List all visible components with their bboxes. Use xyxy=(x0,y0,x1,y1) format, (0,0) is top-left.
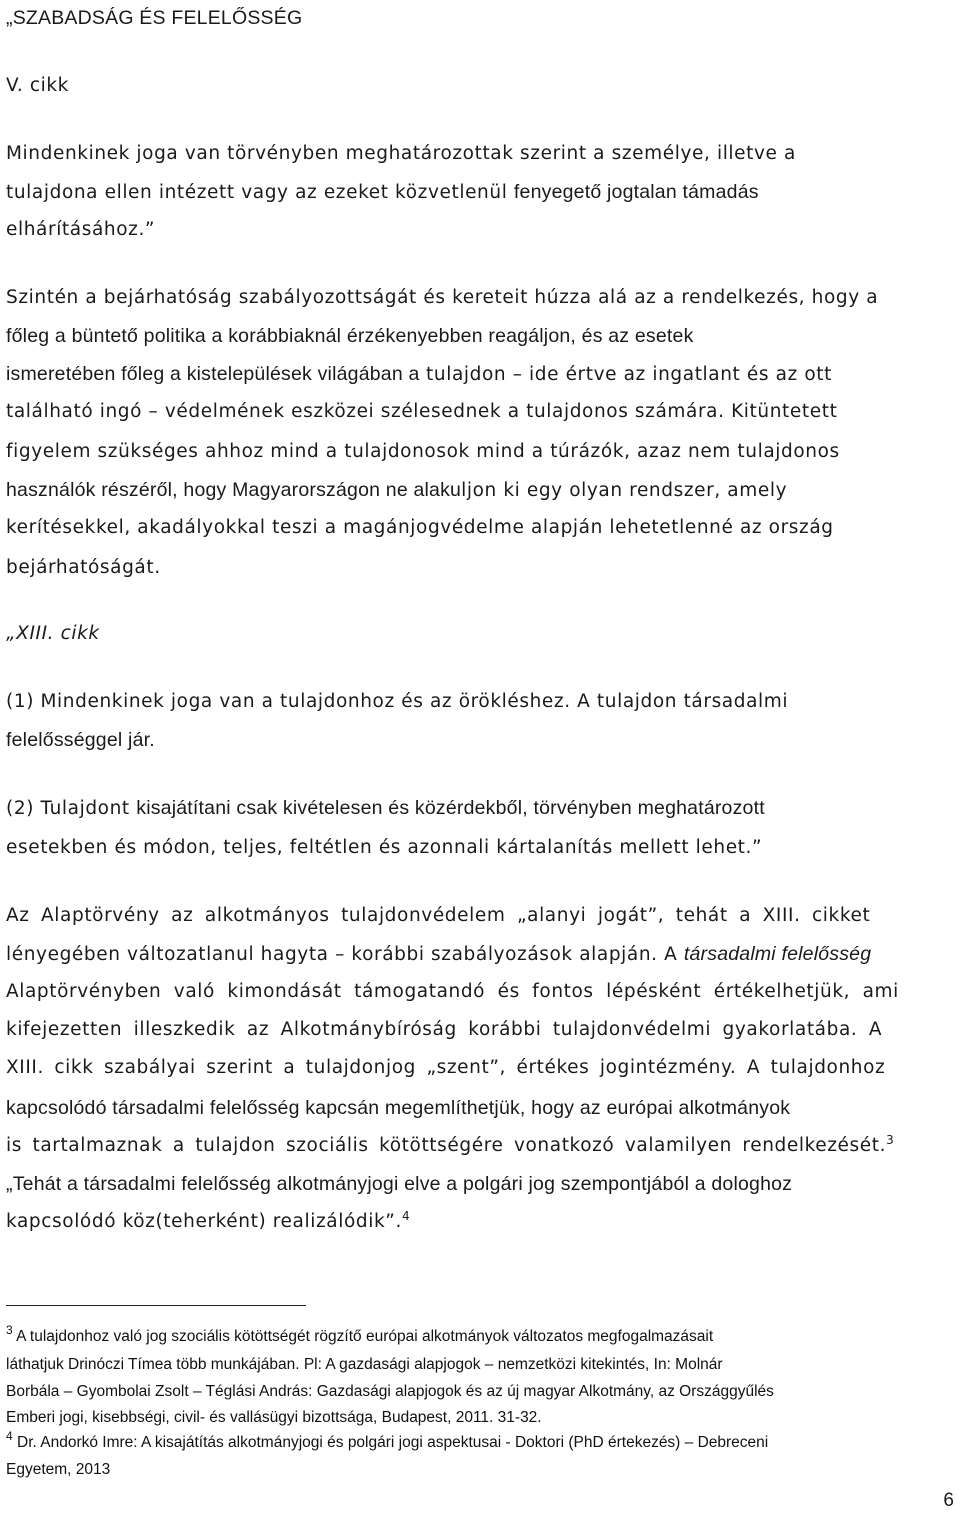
footnote-3-line: láthatjuk Drinóczi Tímea több munkájában. Pl: A gazdasági alapjogok – nemzetközi kitekintés, In: Molnár xyxy=(6,1356,723,1373)
paragraph-line: Az Alaptörvény az alkotmányos tulajdonvédelem „alanyi jogát”, tehát a XIII. cikket xyxy=(6,905,871,926)
footnote-4: $^4$ Dr. Andorkó Imre: A kisajátítás alkotmányjogi és polgári jogi aspektusai - Doktori (PhD értekezés) – Debreceni xyxy=(6,1429,769,1451)
article-xiii-p1-line: (1) Mindenkinek joga van a tulajdonhoz és az örökléshez. A tulajdon társadalmi xyxy=(6,691,789,712)
footnote-4-line: Egyetem, 2013 xyxy=(6,1461,111,1478)
paragraph-line: kapcsolódó társadalmi felelősség kapcsán megemlíthetjük, hogy az európai alkotmányok xyxy=(6,1097,791,1119)
footnote-3-line: Emberi jogi, kisebbségi, civil- és vallásügyi bizottsága, Budapest, 2011. 31-32. xyxy=(6,1409,542,1426)
article-xiii-p1-line: felelősséggel jár. xyxy=(6,729,155,751)
paragraph-line: ismeretében főleg a kistelepülések világában a tulajdon – ide értve az ingatlant és az ott xyxy=(6,363,832,385)
paragraph-line: kifejezetten illeszkedik az Alkotmánybíróság korábbi tulajdonvédelmi gyakorlatába. A xyxy=(6,1019,883,1040)
paragraph-line: „Tehát a társadalmi felelősség alkotmányjogi elve a polgári jog szempontjából a dologhoz xyxy=(6,1173,793,1195)
paragraph-line: található ingó – védelmének eszközei szélesednek a tulajdonos számára. Kitüntetett xyxy=(6,401,838,422)
footnote-ref[interactable]: 4 xyxy=(401,1209,411,1223)
paragraph-line: is tartalmaznak a tulajdon szociális kötöttségére vonatkozó valamilyen rendelkezését.$^3$ xyxy=(6,1133,895,1156)
paragraph-line: Szintén a bejárhatóság szabályozottságát és kereteit húzza alá az a rendelkezés, hogy a xyxy=(6,287,879,308)
footnote-number: 4 xyxy=(6,1429,13,1443)
article-xiii-heading: „XIII. cikk xyxy=(6,623,100,644)
footnote-3: $^3$ A tulajdonhoz való jog szociális kötöttségét rögzítő európai alkotmányok változatos megfogalmazásait xyxy=(6,1323,714,1345)
footnote-number: 3 xyxy=(6,1323,13,1337)
article-v-line: tulajdona ellen intézett vagy az ezeket közvetlenül fenyegető jogtalan támadás xyxy=(6,181,759,203)
paragraph-line: főleg a büntető politika a korábbiaknál érzékenyebben reagáljon, és az esetek xyxy=(6,325,694,347)
article-v-line: Mindenkinek joga van törvényben meghatározottak szerint a személye, illetve a xyxy=(6,143,796,164)
article-xiii-p2-line: (2) Tulajdont kisajátítani csak kivételesen és közérdekből, törvényben meghatározott xyxy=(6,797,765,819)
article-v-line: elhárításához.” xyxy=(6,219,156,240)
footnote-3-line: Borbála – Gyombolai Zsolt – Téglási András: Gazdasági alapjogok és az új magyar Alkotmány, az Országgyűlés xyxy=(6,1383,774,1400)
paragraph-line: bejárhatóságát. xyxy=(6,557,161,578)
paragraph-line: használók részéről, hogy Magyarországon ne alakuljon ki egy olyan rendszer, amely xyxy=(6,479,788,501)
paragraph-line: kapcsolódó köz(teherként) realizálódik”.$^4$ xyxy=(6,1209,411,1232)
footnote-ref[interactable]: 3 xyxy=(886,1133,895,1147)
footnote-separator xyxy=(6,1305,306,1306)
paragraph-line: XIII. cikk szabályai szerint a tulajdonjog „szent”, értékes jogintézmény. A tulajdonhoz xyxy=(6,1057,886,1078)
paragraph-line: kerítésekkel, akadályokkal teszi a magánjogvédelme alapján lehetetlenné az ország xyxy=(6,517,834,538)
article-v-heading: V. cikk xyxy=(6,75,69,96)
paragraph-line: Alaptörvényben való kimondását támogatandó és fontos lépésként értékelhetjük, ami xyxy=(6,981,899,1002)
paragraph-line: figyelem szükséges ahhoz mind a tulajdonosok mind a túrázók, azaz nem tulajdonos xyxy=(6,441,840,462)
article-xiii-p2-line: esetekben és módon, teljes, feltétlen és azonnali kártalanítás mellett lehet.” xyxy=(6,837,763,858)
paragraph-line: lényegében változatlanul hagyta – korábbi szabályozások alapján. A társadalmi felelősség xyxy=(6,943,872,965)
document-title: „SZABADSÁG ÉS FELELŐSSÉG xyxy=(6,7,303,29)
page-number: 6 xyxy=(943,1490,954,1511)
